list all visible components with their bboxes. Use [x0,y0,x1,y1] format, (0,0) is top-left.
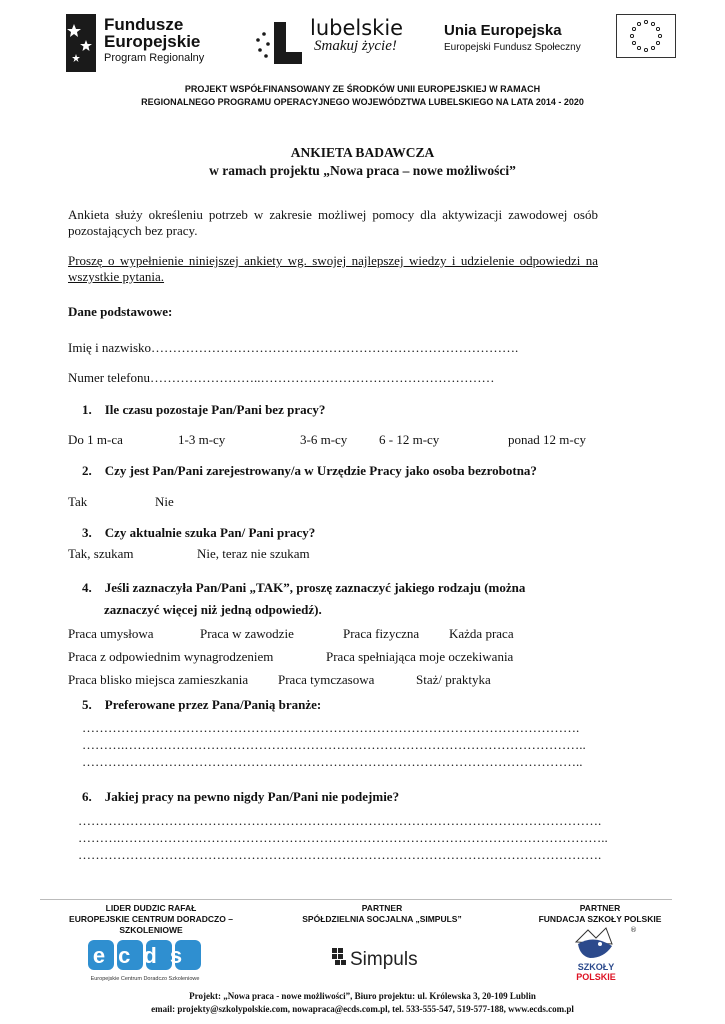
question-2: 2. Czy jest Pan/Pani zarejestrowany/a w Urzędzie Pracy jako osoba bezrobotna? [82,463,537,478]
q4-option-9[interactable] [416,672,494,688]
option-label: 6 - 12 m-cy [379,432,440,447]
svg-text:®: ® [630,926,637,934]
q4-option-3[interactable] [343,626,422,642]
fe-line2: Europejskie [104,32,201,51]
q1-option-3[interactable] [300,432,350,448]
option-label: Staż/ praktyka [416,672,491,687]
szk-logo-line1: SZKOŁY [577,962,615,972]
lub-line2: Smakuj życie! [314,38,397,54]
question-5: 5. Preferowane przez Pana/Panią branże: [82,697,322,712]
option-label: Tak [68,494,88,509]
szk-logo-line2: POLSKIE [576,972,616,982]
question-4-line2: zaznaczyć więcej niż jedną odpowiedź). [104,602,322,617]
phone-field[interactable]: Numer telefonu……………………..……………………………………………… [68,370,495,385]
project-note [0,83,725,109]
option-label: Praca fizyczna [343,626,420,641]
intro-paragraph: Ankieta służy określeniu potrzeb w zakresie możliwej pomocy dla aktywizacji zawodowej osób pozostających bez pracy. [68,207,598,238]
lub-line1: lubelskie [310,16,404,40]
q4-option-5[interactable] [68,649,276,665]
option-label: Do 1 m-ca [68,432,123,447]
footer-col2-line1: PARTNER [361,903,403,913]
eu-flag-icon [616,14,676,58]
request-paragraph: Proszę o wypełnienie niniejszej ankiety wg. swojej najlepszej wiedzy i udzielenie odpowiedzi na wszystkie pytania. [68,253,598,284]
footer-col1-line2: EUROPEJSKIE CENTRUM DORADCZO – SZKOLENIOWE [69,914,233,935]
footer-divider [40,899,672,900]
q6-answer-line-1[interactable]: …………………………………………………………………………………………………………. [78,813,602,828]
option-label: Nie, teraz nie szukam [197,546,310,561]
ue-line2: Europejski Fundusz Społeczny [444,42,581,53]
project-note-line1: PROJEKT WSPÓŁFINANSOWANY ZE ŚRODKÓW UNII EUROPEJSKIEJ W RAMACH [184,84,541,94]
option-label: Praca umysłowa [68,626,154,641]
fundusze-europejskie-logo-text [104,16,204,67]
fe-line3: Program Regionalny [104,52,205,64]
ecds-logo-text: ecds [92,943,196,968]
title-line1: ANKIETA BADAWCZA [290,145,435,160]
q3-option-2[interactable] [197,546,313,562]
option-label: Nie [155,494,174,509]
footer-col2-line2: SPÓŁDZIELNIA SOCJALNA „SIMPULS” [302,914,462,924]
ecds-logo-caption: Europejskie Centrum Doradczo Szkoleniowe [90,976,200,982]
ue-line1: Unia Europejska [444,22,562,39]
q2-option-1[interactable] [68,494,90,510]
footer-partner-simpuls [292,903,472,925]
q3-option-1[interactable] [68,546,137,562]
unia-europejska-logo-text [444,22,581,53]
q4-option-1[interactable] [68,626,157,642]
q4-option-4[interactable] [449,626,517,642]
ecds-logo [86,936,204,986]
question-1: 1. Ile czasu pozostaje Pan/Pani bez pracy? [82,402,326,417]
question-4-line1: 4. Jeśli zaznaczyła Pan/Pani „TAK”, proszę zaznaczyć jakiego rodzaju (można [82,580,526,595]
lubelskie-logo-mark [252,20,304,68]
option-label: Praca z odpowiednim wynagrodzeniem [68,649,274,664]
q5-answer-line-1[interactable]: ……………………………………………………………………………………………………. [82,720,580,735]
footer-lider [40,903,262,936]
footer-col3-line1: PARTNER [579,903,621,913]
q6-answer-line-2[interactable]: ……….………………………………………………………………………………………………….. [78,830,608,845]
footer-contact-line: email: projekty@szkolypolskie.com, nowapraca@ecds.com.pl, tel. 533-555-547, 519-577-188, www.ecds.com.pl [151,1004,574,1014]
option-label: 3-6 m-cy [300,432,348,447]
q1-option-4[interactable] [379,432,442,448]
footer-partner-szkoly [530,903,670,925]
q2-option-2[interactable] [155,494,177,510]
basic-data-heading: Dane podstawowe: [68,304,173,319]
q1-option-2[interactable] [178,432,228,448]
footer-col3-line2: FUNDACJA SZKOŁY POLSKIE [538,914,662,924]
q6-answer-line-3[interactable]: …………………………………………………………………………………………………………. [78,847,602,862]
option-label: ponad 12 m-cy [508,432,586,447]
q1-option-5[interactable] [508,432,592,448]
option-label: Praca tymczasowa [278,672,375,687]
fe-line1: Fundusze [104,15,184,34]
project-note-line2: REGIONALNEGO PROGRAMU OPERACYJNEGO WOJEWÓDZTWA LUBELSKIEGO NA LATA 2014 - 2020 [141,97,584,107]
name-field[interactable]: Imię i nazwisko…………………………………………………………………………. [68,340,519,355]
option-label: Praca blisko miejsca zamieszkania [68,672,249,687]
q4-option-6[interactable] [326,649,516,665]
q1-option-1[interactable] [68,432,126,448]
option-label: Każda praca [449,626,514,641]
option-label: Praca w zawodzie [200,626,294,641]
q4-option-8[interactable] [278,672,377,688]
footer-project-line: Projekt: „Nowa praca - nowe możliwości”, Biuro projektu: ul. Królewska 3, 20-109 Lublin [189,991,536,1001]
q5-answer-line-2[interactable]: ……….…………………………………………………………………………………………….. [82,737,586,752]
szkoly-polskie-logo [566,924,636,986]
simpuls-logo [330,944,430,972]
q4-option-7[interactable] [68,672,251,688]
option-label: Tak, szukam [68,546,134,561]
question-6: 6. Jakiej pracy na pewno nigdy Pan/Pani nie podejmie? [82,789,400,804]
option-label: 1-3 m-cy [178,432,226,447]
q5-answer-line-3[interactable]: …………………………………………………………………………………………………….. [82,754,583,769]
question-3: 3. Czy aktualnie szuka Pan/ Pani pracy? [82,525,316,540]
simpuls-logo-text: Simpuls [350,949,418,970]
lubelskie-logo-text [310,16,403,55]
fundusze-europejskie-logo-mark [66,14,96,72]
document-title [0,144,725,180]
option-label: Praca spełniająca moje oczekiwania [326,649,514,664]
footer-col1-line1: LIDER DUDZIC RAFAŁ [105,903,197,913]
q4-option-2[interactable] [200,626,297,642]
title-line2: w ramach projektu „Nowa praca – nowe możliwości” [209,163,516,178]
